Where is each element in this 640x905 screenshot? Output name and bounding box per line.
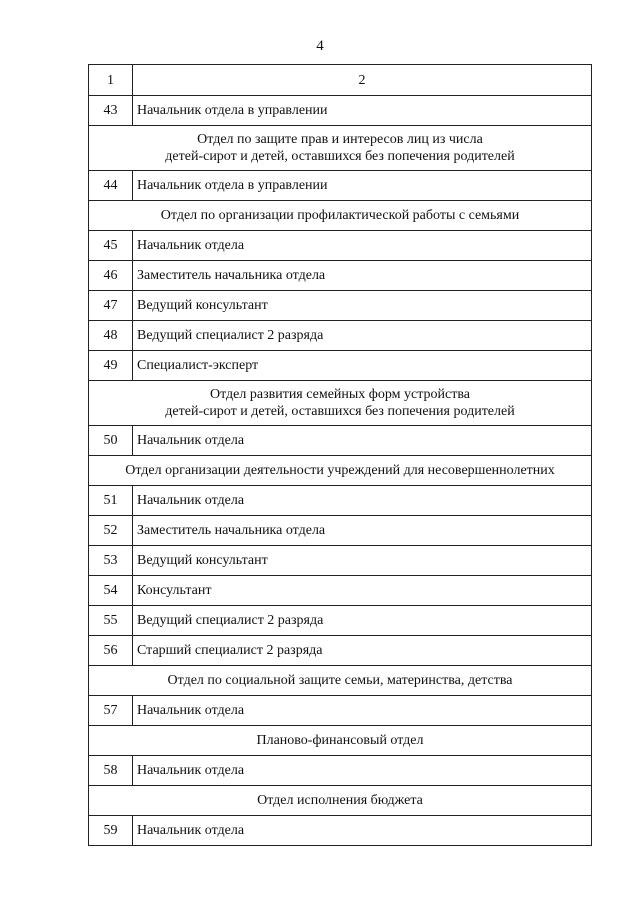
department-title bbox=[89, 666, 592, 696]
position-title: Заместитель начальника отдела bbox=[133, 516, 592, 546]
department-title-line: Планово-финансовый отдел bbox=[256, 733, 424, 748]
table-header-row bbox=[89, 65, 592, 96]
position-title: Начальник отдела bbox=[133, 756, 592, 786]
header-col-2: 2 bbox=[133, 65, 592, 96]
table-row bbox=[89, 291, 592, 321]
position-title: Начальник отдела в управлении bbox=[133, 96, 592, 126]
row-number: 45 bbox=[89, 231, 133, 261]
position-title: Ведущий консультант bbox=[133, 546, 592, 576]
page-number: 4 bbox=[316, 38, 324, 54]
department-title bbox=[89, 381, 592, 426]
row-number: 43 bbox=[89, 96, 133, 126]
department-title-line: Отдел по защите прав и интересов лиц из числа bbox=[197, 132, 483, 147]
table-row bbox=[89, 261, 592, 291]
section-header-row bbox=[89, 201, 592, 231]
row-number: 49 bbox=[89, 351, 133, 381]
table-row bbox=[89, 96, 592, 126]
department-title bbox=[89, 201, 592, 231]
positions-table bbox=[88, 64, 592, 846]
table-row bbox=[89, 231, 592, 261]
position-title: Специалист-эксперт bbox=[133, 351, 592, 381]
table-row bbox=[89, 351, 592, 381]
table-row bbox=[89, 426, 592, 456]
department-title-line: Отдел организации деятельности учреждений для несовершеннолетних bbox=[125, 463, 555, 478]
department-title bbox=[89, 456, 592, 486]
row-number: 59 bbox=[89, 816, 133, 846]
row-number: 52 bbox=[89, 516, 133, 546]
row-number: 56 bbox=[89, 636, 133, 666]
table-row bbox=[89, 576, 592, 606]
position-title: Начальник отдела bbox=[133, 231, 592, 261]
row-number: 47 bbox=[89, 291, 133, 321]
department-title-line: Отдел по организации профилактической работы с семьями bbox=[160, 208, 520, 223]
row-number: 50 bbox=[89, 426, 133, 456]
header-col-1: 1 bbox=[89, 65, 133, 96]
table-row bbox=[89, 171, 592, 201]
position-title: Ведущий специалист 2 разряда bbox=[133, 321, 592, 351]
table-row bbox=[89, 516, 592, 546]
table-row bbox=[89, 816, 592, 846]
position-title: Начальник отдела в управлении bbox=[133, 171, 592, 201]
department-title bbox=[89, 786, 592, 816]
table-row bbox=[89, 321, 592, 351]
position-title: Старший специалист 2 разряда bbox=[133, 636, 592, 666]
row-number: 44 bbox=[89, 171, 133, 201]
row-number: 51 bbox=[89, 486, 133, 516]
position-title: Ведущий специалист 2 разряда bbox=[133, 606, 592, 636]
department-title-line: Отдел развития семейных форм устройства bbox=[209, 387, 470, 402]
department-title-line: Отдел исполнения бюджета bbox=[257, 793, 423, 808]
table-row bbox=[89, 486, 592, 516]
department-title-line: детей-сирот и детей, оставшихся без попечения родителей bbox=[165, 404, 515, 419]
position-title: Начальник отдела bbox=[133, 426, 592, 456]
positions-table-body bbox=[89, 65, 592, 846]
department-title bbox=[89, 726, 592, 756]
table-row bbox=[89, 636, 592, 666]
row-number: 55 bbox=[89, 606, 133, 636]
table-row bbox=[89, 606, 592, 636]
section-header-row bbox=[89, 456, 592, 486]
position-title: Заместитель начальника отдела bbox=[133, 261, 592, 291]
row-number: 46 bbox=[89, 261, 133, 291]
section-header-row bbox=[89, 126, 592, 171]
table-row bbox=[89, 756, 592, 786]
row-number: 53 bbox=[89, 546, 133, 576]
position-title: Консультант bbox=[133, 576, 592, 606]
department-title-line: детей-сирот и детей, оставшихся без попечения родителей bbox=[165, 149, 515, 164]
position-title: Ведущий консультант bbox=[133, 291, 592, 321]
position-title: Начальник отдела bbox=[133, 486, 592, 516]
department-title bbox=[89, 126, 592, 171]
table-row bbox=[89, 696, 592, 726]
position-title: Начальник отдела bbox=[133, 816, 592, 846]
position-title: Начальник отдела bbox=[133, 696, 592, 726]
row-number: 57 bbox=[89, 696, 133, 726]
row-number: 54 bbox=[89, 576, 133, 606]
section-header-row bbox=[89, 381, 592, 426]
table-row bbox=[89, 546, 592, 576]
row-number: 48 bbox=[89, 321, 133, 351]
section-header-row bbox=[89, 786, 592, 816]
section-header-row bbox=[89, 666, 592, 696]
section-header-row bbox=[89, 726, 592, 756]
department-title-line: Отдел по социальной защите семьи, материнства, детства bbox=[167, 673, 513, 688]
row-number: 58 bbox=[89, 756, 133, 786]
